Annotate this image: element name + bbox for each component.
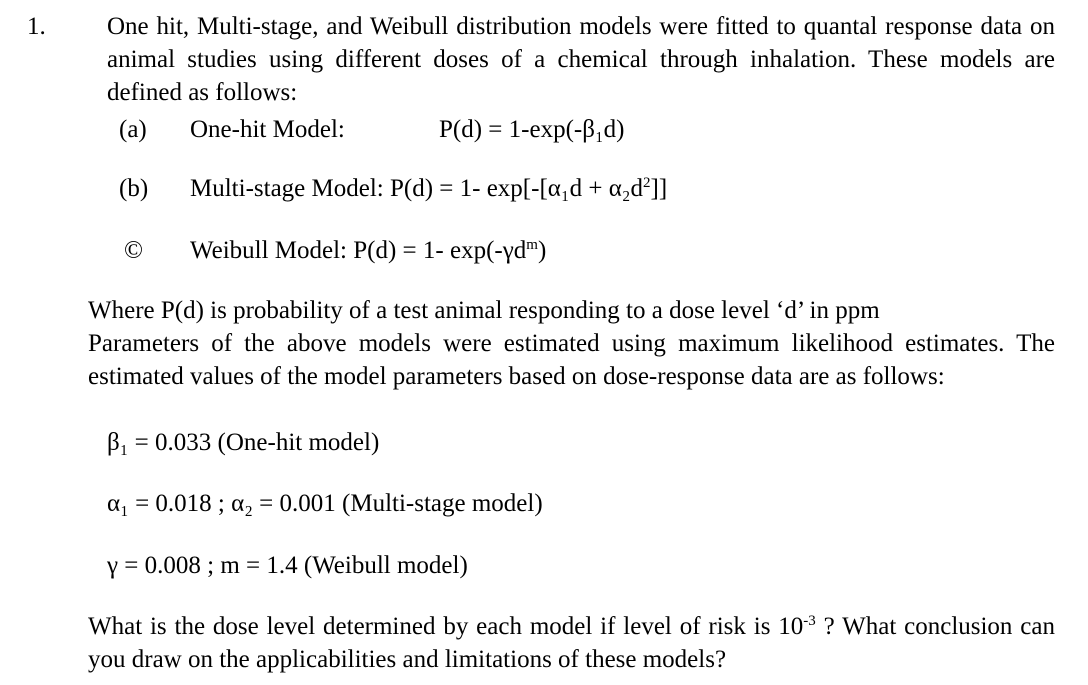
model-c-label: ©	[124, 237, 143, 264]
question-number: 1.	[27, 13, 46, 40]
model-b-label: (b)	[119, 175, 149, 202]
parameter-multi-stage: α₁ = 0.018 ; α₂ = 0.001 (Multi-stage model)	[107, 490, 543, 517]
model-c-formula: P(d) = 1- $\exp(-\gamma d^m)$	[353, 237, 547, 264]
model-a-name: One-hit Model:	[190, 116, 345, 143]
model-b-formula: P(d) = 1- $\exp[-[\alpha_1d + \alpha_2d^2]]$	[389, 175, 668, 202]
parameter-one-hit: β₁ = 0.033 (One-hit model)	[107, 429, 380, 456]
model-a-formula: P(d) = 1-exp(-β₁d)	[439, 116, 625, 143]
estimation-paragraph: Parameters of the above models were estimated using maximum likelihood estimates. The estimated values of the model parameters based on dose-response data are as follows:	[88, 330, 1055, 390]
parameter-weibull: γ = 0.008 ; m = 1.4 (Weibull model)	[107, 552, 468, 579]
intro-paragraph: One hit, Multi-stage, and Weibull distribution models were fitted to quantal response data on animal studies using different doses of a chemical through inhalation. These models are defined as follows:	[107, 13, 1055, 106]
final-question: What is the dose level determined by each model if level of risk is $10^{-3}$ ? What conclusion can you draw on the applicabilities and limitations of these models?	[88, 613, 1055, 673]
definition-line: Where P(d) is probability of a test animal responding to a dose level ‘d’ in ppm	[88, 297, 880, 324]
model-c-name: Weibull Model:	[190, 237, 347, 264]
model-b-name: Multi-stage Model:	[190, 175, 384, 202]
model-c-line	[190, 234, 546, 267]
model-a-label: (a)	[119, 116, 147, 143]
model-b-line	[190, 172, 667, 205]
